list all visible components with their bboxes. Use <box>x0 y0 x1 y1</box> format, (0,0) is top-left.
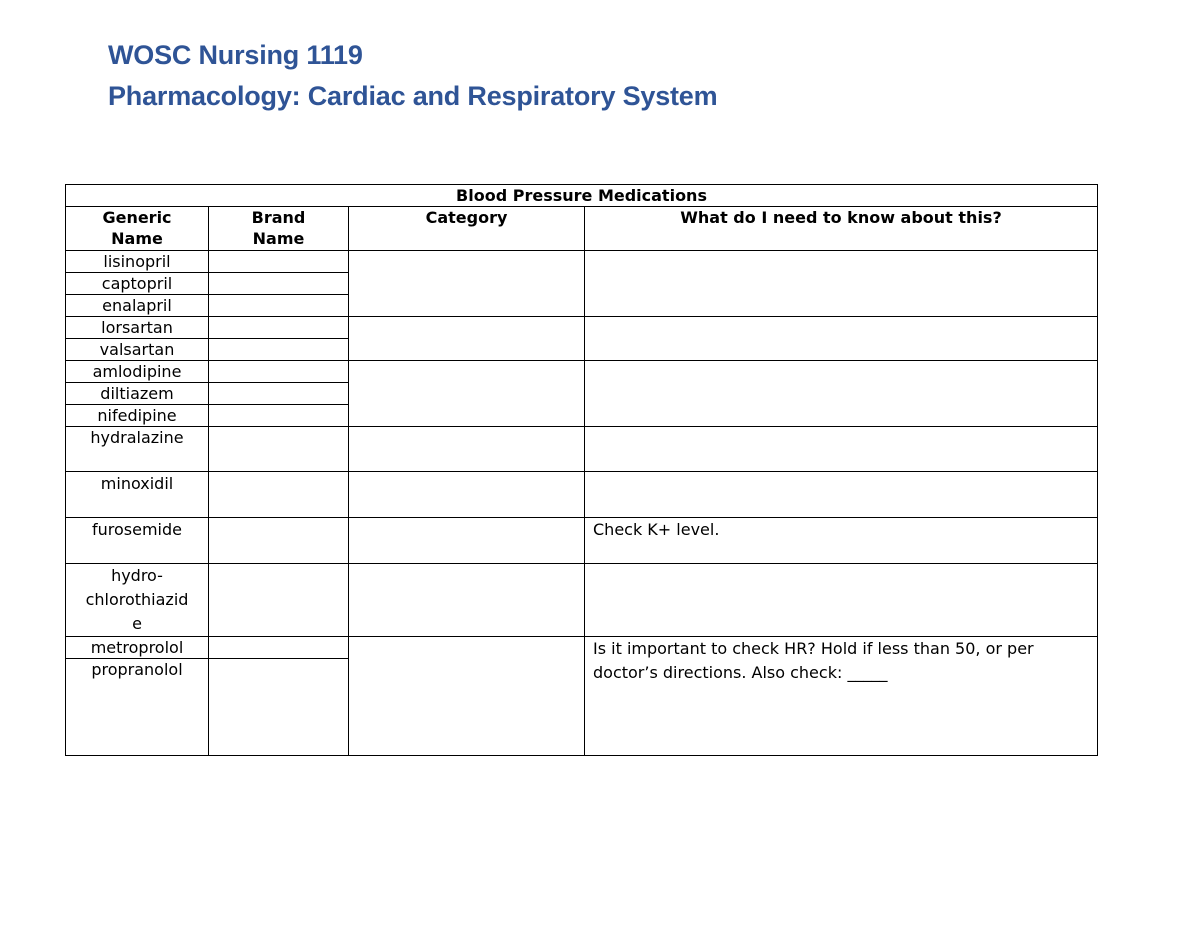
generic-name-cell: diltiazem <box>66 383 209 405</box>
category-cell[interactable] <box>349 361 585 427</box>
page-title-subject: Pharmacology: Cardiac and Respiratory System <box>108 81 718 111</box>
column-header-brand: Brand Name <box>209 207 349 251</box>
table-row <box>66 427 1098 472</box>
notes-cell[interactable]: Is it important to check HR? Hold if less than 50, or per doctor’s directions. Also check: _____ <box>585 637 1098 756</box>
table-title: Blood Pressure Medications <box>66 185 1098 207</box>
generic-name-cell: hydro- chlorothiazid e <box>66 564 209 637</box>
category-cell[interactable] <box>349 427 585 472</box>
category-cell[interactable] <box>349 518 585 564</box>
generic-name-cell: nifedipine <box>66 405 209 427</box>
generic-name-cell: hydralazine <box>66 427 209 472</box>
brand-name-cell[interactable] <box>209 339 349 361</box>
column-header-category: Category <box>349 207 585 251</box>
category-cell[interactable] <box>349 472 585 518</box>
table-row <box>66 472 1098 518</box>
table-row <box>66 518 1098 564</box>
table-row <box>66 317 1098 339</box>
brand-name-cell[interactable] <box>209 383 349 405</box>
brand-name-cell[interactable] <box>209 295 349 317</box>
brand-name-cell[interactable] <box>209 637 349 659</box>
brand-name-cell[interactable] <box>209 518 349 564</box>
generic-name-cell: valsartan <box>66 339 209 361</box>
generic-name-cell: lorsartan <box>66 317 209 339</box>
notes-cell[interactable] <box>585 472 1098 518</box>
table-row <box>66 361 1098 383</box>
notes-cell[interactable] <box>585 317 1098 361</box>
generic-name-cell: amlodipine <box>66 361 209 383</box>
generic-name-cell: minoxidil <box>66 472 209 518</box>
brand-name-cell[interactable] <box>209 317 349 339</box>
generic-name-cell: captopril <box>66 273 209 295</box>
generic-name-cell: enalapril <box>66 295 209 317</box>
brand-name-cell[interactable] <box>209 659 349 756</box>
notes-cell[interactable] <box>585 361 1098 427</box>
brand-name-cell[interactable] <box>209 405 349 427</box>
brand-name-cell[interactable] <box>209 361 349 383</box>
column-header-generic: Generic Name <box>66 207 209 251</box>
generic-name-cell: furosemide <box>66 518 209 564</box>
notes-cell[interactable] <box>585 251 1098 317</box>
notes-cell[interactable] <box>585 564 1098 637</box>
table-row <box>66 251 1098 273</box>
category-cell[interactable] <box>349 637 585 756</box>
category-cell[interactable] <box>349 251 585 317</box>
medications-table <box>65 184 1098 756</box>
brand-name-cell[interactable] <box>209 273 349 295</box>
generic-name-cell: propranolol <box>66 659 209 756</box>
table-row <box>66 637 1098 659</box>
notes-cell[interactable]: Check K+ level. <box>585 518 1098 564</box>
brand-name-cell[interactable] <box>209 251 349 273</box>
brand-name-cell[interactable] <box>209 427 349 472</box>
column-header-know: What do I need to know about this? <box>585 207 1098 251</box>
generic-name-cell: lisinopril <box>66 251 209 273</box>
page-title-course: WOSC Nursing 1119 <box>108 40 363 70</box>
brand-name-cell[interactable] <box>209 472 349 518</box>
table-row <box>66 564 1098 637</box>
category-cell[interactable] <box>349 564 585 637</box>
category-cell[interactable] <box>349 317 585 361</box>
brand-name-cell[interactable] <box>209 564 349 637</box>
notes-cell[interactable] <box>585 427 1098 472</box>
generic-name-cell: metroprolol <box>66 637 209 659</box>
